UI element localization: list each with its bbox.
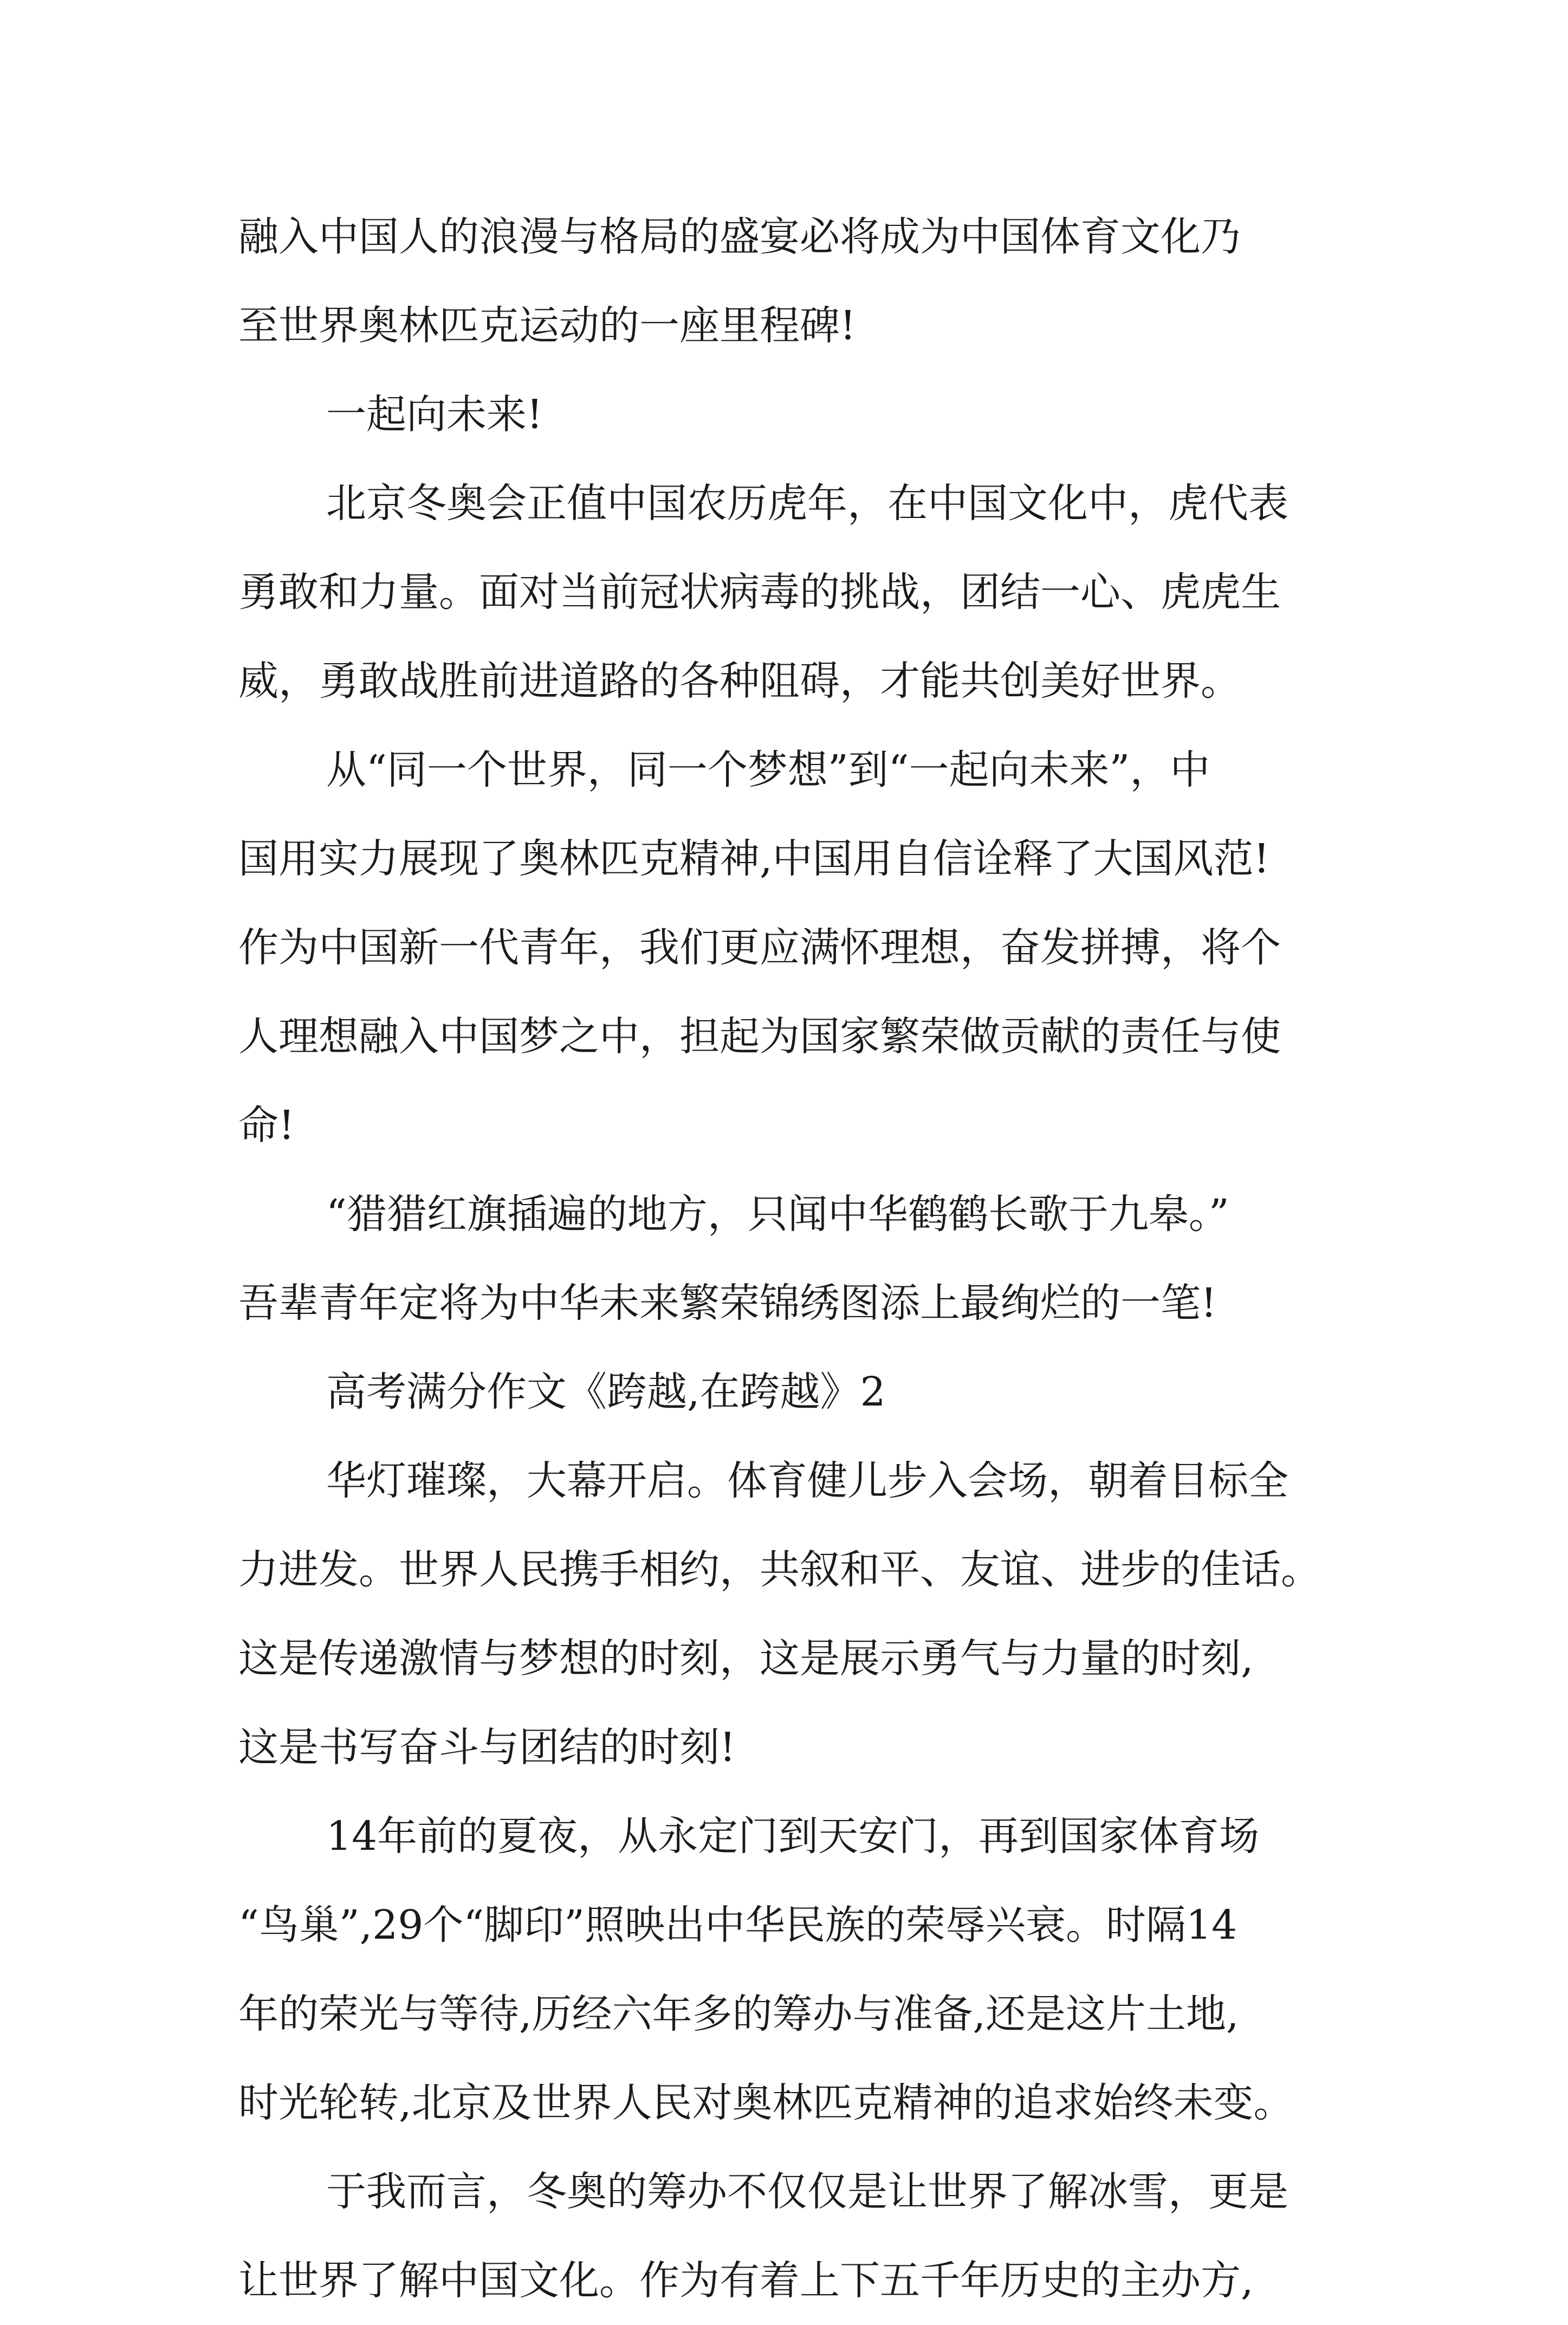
text-line: 吾辈青年定将为中华未来繁荣锦绣图添上最绚烂的一笔!	[238, 1280, 1217, 1326]
text-line: “鸟巢”,29个“脚印”照映出中华民族的荣辱兴衰。时隔14	[238, 1902, 1237, 1948]
essay-body	[238, 192, 1344, 2325]
text-line: 14年前的夏夜，从永定门到天安门，再到国家体育场	[326, 1813, 1260, 1860]
text-line: 华灯璀璨，大幕开启。体育健儿步入会场，朝着目标全	[326, 1458, 1288, 1504]
text-line: 国用实力展现了奥林匹克精神,中国用自信诠释了大国风范!	[238, 836, 1270, 882]
text-line: 这是书写奋斗与团结的时刻!	[238, 1724, 736, 1771]
text-line: 至世界奥林匹克运动的一座里程碑!	[238, 302, 856, 349]
text-line: 从“同一个世界，同一个梦想”到“一起向未来”，中	[326, 747, 1210, 793]
text-line: 一起向未来!	[326, 391, 543, 438]
text-line: 融入中国人的浪漫与格局的盛宴必将成为中国体育文化乃	[238, 213, 1241, 260]
text-line: 威，勇敢战胜前进道路的各种阻碍，才能共创美好世界。	[238, 658, 1241, 704]
text-line: 时光轮转,北京及世界人民对奥林匹克精神的追求始终未变。	[238, 2080, 1294, 2126]
text-line: 这是传递激情与梦想的时刻，这是展示勇气与力量的时刻,	[238, 1635, 1254, 1682]
text-line: 勇敢和力量。面对当前冠状病毒的挑战，团结一心、虎虎生	[238, 569, 1281, 616]
text-line: 力进发。世界人民携手相约，共叙和平、友谊、进步的佳话。	[238, 1546, 1321, 1593]
text-line: 北京冬奥会正值中国农历虎年，在中国文化中，虎代表	[326, 480, 1288, 527]
essay-title: 高考满分作文《跨越,在跨越》2	[326, 1369, 886, 1415]
text-line: 人理想融入中国梦之中，担起为国家繁荣做贡献的责任与使	[238, 1013, 1281, 1060]
text-line: 作为中国新一代青年，我们更应满怀理想，奋发拼搏，将个	[238, 924, 1281, 971]
text-line: “猎猎红旗插遍的地方，只闻中华鹤鹤长歌于九皋。”	[326, 1191, 1229, 1238]
text-line: 让世界了解中国文化。作为有着上下五千年历史的主办方,	[238, 2257, 1254, 2304]
text-line: 年的荣光与等待,历经六年多的筹办与准备,还是这片土地,	[238, 1991, 1239, 2037]
text-line: 于我而言，冬奥的筹办不仅仅是让世界了解冰雪，更是	[326, 2168, 1288, 2215]
text-line: 命!	[238, 1102, 295, 1149]
